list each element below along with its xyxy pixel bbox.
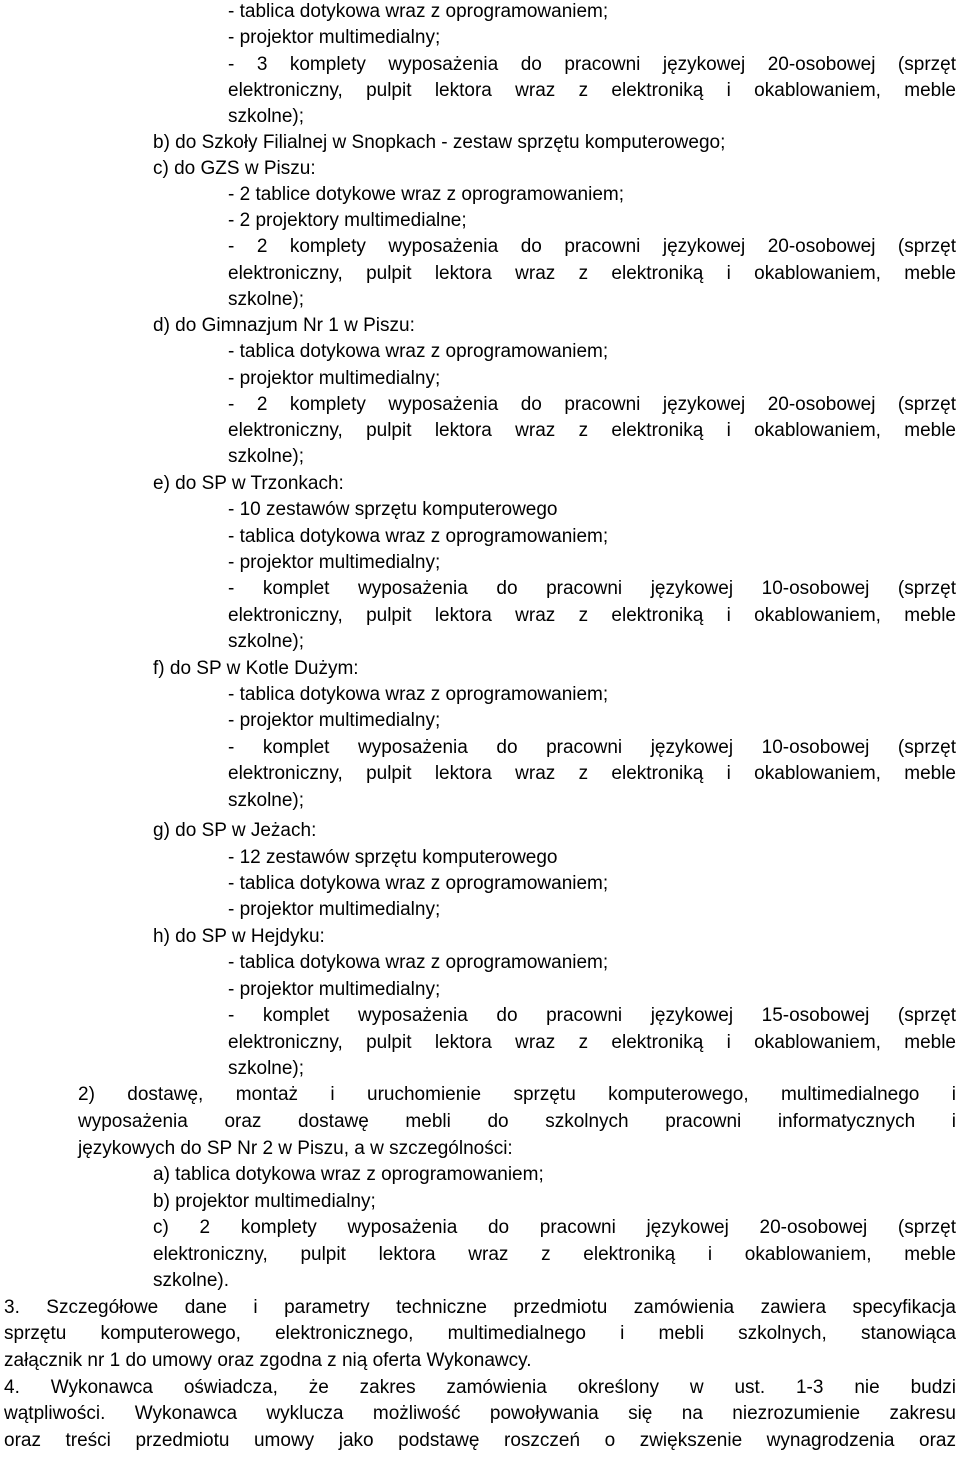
- text-line: - 2 tablice dotykowe wraz z oprogramowaniem;: [228, 184, 625, 205]
- text-line: - 12 zestawów sprzętu komputerowego: [228, 847, 558, 868]
- text-line: - komplet wyposażenia do pracowni językowej 10-osobowej (sprzęt: [228, 578, 956, 599]
- text-line: - 2 komplety wyposażenia do pracowni językowej 20-osobowej (sprzęt: [228, 236, 956, 257]
- text-line: - projektor multimedialny;: [228, 368, 441, 389]
- text-line: - komplet wyposażenia do pracowni językowej 10-osobowej (sprzęt: [228, 737, 956, 758]
- text-line: f) do SP w Kotle Dużym:: [153, 658, 359, 679]
- text-line: 3. Szczegółowe dane i parametry techniczne przedmiotu zamówienia zawiera specyfikacja: [4, 1297, 956, 1318]
- text-line: - tablica dotykowa wraz z oprogramowaniem;: [228, 526, 609, 547]
- text-line: sprzętu komputerowego, elektronicznego, multimedialnego i mebli szkolnych, stanowiąca: [4, 1323, 956, 1344]
- text-line: - tablica dotykowa wraz z oprogramowaniem;: [228, 1, 609, 22]
- text-line: wątpliwości. Wykonawca wyklucza możliwość powoływania się na niezrozumienie zakresu: [4, 1403, 956, 1424]
- text-line: - projektor multimedialny;: [228, 979, 441, 1000]
- text-line: szkolne);: [228, 289, 305, 310]
- text-line: językowych do SP Nr 2 w Piszu, a w szczególności:: [78, 1138, 513, 1159]
- text-line: - 2 komplety wyposażenia do pracowni językowej 20-osobowej (sprzęt: [228, 394, 956, 415]
- text-line: elektroniczny, pulpit lektora wraz z elektroniką i okablowaniem, meble: [228, 420, 956, 441]
- text-line: elektroniczny, pulpit lektora wraz z elektroniką i okablowaniem, meble: [228, 605, 956, 626]
- text-line: oraz treści przedmiotu umowy jako podstawę roszczeń o zwiększenie wynagrodzenia oraz: [4, 1430, 956, 1451]
- text-line: g) do SP w Jeżach:: [153, 820, 317, 841]
- text-line: a) tablica dotykowa wraz z oprogramowaniem;: [153, 1164, 544, 1185]
- text-line: szkolne);: [228, 446, 305, 467]
- text-line: elektroniczny, pulpit lektora wraz z elektroniką i okablowaniem, meble: [228, 1032, 956, 1053]
- text-line: - projektor multimedialny;: [228, 710, 441, 731]
- text-line: - tablica dotykowa wraz z oprogramowaniem;: [228, 952, 609, 973]
- text-line: e) do SP w Trzonkach:: [153, 473, 344, 494]
- text-line: - projektor multimedialny;: [228, 27, 441, 48]
- text-line: szkolne);: [228, 790, 305, 811]
- text-line: - 3 komplety wyposażenia do pracowni językowej 20-osobowej (sprzęt: [228, 54, 956, 75]
- text-line: d) do Gimnazjum Nr 1 w Piszu:: [153, 315, 415, 336]
- text-line: 4. Wykonawca oświadcza, że zakres zamówienia określony w ust. 1-3 nie budzi: [4, 1377, 956, 1398]
- text-line: szkolne).: [153, 1270, 230, 1291]
- text-line: szkolne);: [228, 631, 305, 652]
- text-line: elektroniczny, pulpit lektora wraz z elektroniką i okablowaniem, meble: [228, 80, 956, 101]
- text-line: - 10 zestawów sprzętu komputerowego: [228, 499, 558, 520]
- text-line: elektroniczny, pulpit lektora wraz z elektroniką i okablowaniem, meble: [228, 263, 956, 284]
- text-line: h) do SP w Hejdyku:: [153, 926, 325, 947]
- text-line: - tablica dotykowa wraz z oprogramowaniem;: [228, 341, 609, 362]
- text-line: b) projektor multimedialny;: [153, 1191, 376, 1212]
- text-line: wyposażenia oraz dostawę mebli do szkolnych pracowni informatycznych i: [78, 1111, 956, 1132]
- text-line: - projektor multimedialny;: [228, 552, 441, 573]
- text-line: 2) dostawę, montaż i uruchomienie sprzętu komputerowego, multimedialnego i: [78, 1084, 956, 1105]
- text-line: - komplet wyposażenia do pracowni językowej 15-osobowej (sprzęt: [228, 1005, 956, 1026]
- text-line: c) 2 komplety wyposażenia do pracowni językowej 20-osobowej (sprzęt: [153, 1217, 956, 1238]
- text-line: b) do Szkoły Filialnej w Snopkach - zestaw sprzętu komputerowego;: [153, 132, 726, 153]
- text-line: załącznik nr 1 do umowy oraz zgodna z nią oferta Wykonawcy.: [4, 1350, 532, 1371]
- text-line: szkolne);: [228, 106, 305, 127]
- text-line: szkolne);: [228, 1058, 305, 1079]
- text-line: - 2 projektory multimedialne;: [228, 210, 467, 231]
- text-line: c) do GZS w Piszu:: [153, 158, 316, 179]
- text-line: elektroniczny, pulpit lektora wraz z elektroniką i okablowaniem, meble: [153, 1244, 956, 1265]
- text-line: elektroniczny, pulpit lektora wraz z elektroniką i okablowaniem, meble: [228, 763, 956, 784]
- text-line: - projektor multimedialny;: [228, 899, 441, 920]
- text-line: - tablica dotykowa wraz z oprogramowaniem;: [228, 684, 609, 705]
- text-line: - tablica dotykowa wraz z oprogramowaniem;: [228, 873, 609, 894]
